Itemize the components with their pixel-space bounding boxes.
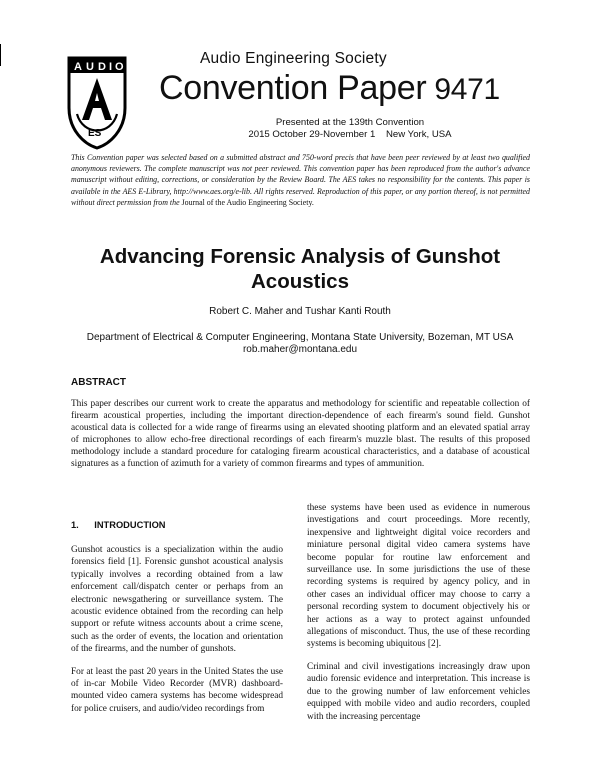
organization-name: Audio Engineering Society [200,50,387,67]
right-column [307,502,530,733]
paper-authors: Robert C. Maher and Tushar Kanti Routh [209,306,391,317]
left-column [71,544,283,725]
logo-letter-u: U [86,61,94,73]
logo-letter-d: D [98,61,106,73]
notice-text: This Convention paper was selected based on a submitted abstract and 750-word precis that have been peer reviewed by at least two qualified anonymous reviewers. The complete manuscript was not peer reviewed. This convention paper has been reproduced from the author's advance manuscript without editing, corrections, or consideration by the Review Board. The AES takes no responsibility for the contents. This paper is available in the AES E-Library, http://www.aes.org/e-lib. All rights reserved. Reproduction of this paper, or any portion thereof, is not permitted without direct permission from the [71,153,530,207]
author-affiliation [60,332,540,356]
review-notice [71,152,530,208]
affiliation-line: Department of Electrical & Computer Engineering, Montana State University, Bozeman, MT USA [86,332,514,343]
section-heading-introduction: 1. INTRODUCTION [71,520,166,530]
abstract-heading: ABSTRACT [71,377,126,388]
logo-letter-i: I [109,61,113,73]
presentation-info [200,117,500,140]
body-paragraph: For at least the past 20 years in the United States the use of in-car Mobile Video Recorder (MVR) dashboard-mounted video camera systems has become widespread for police cruisers, and audio/video recordings from [71,666,283,714]
logo-letter-o: O [115,61,124,73]
paper-title: Advancing Forensic Analysis of Gunshot Acoustics [99,245,501,293]
notice-journal-text: Journal of the Audio Engineering Society. [181,197,314,207]
crop-mark [0,44,1,66]
convention-label: Convention Paper [159,69,427,107]
abstract-body: This paper describes our current work to create the apparatus and methodology for scientific and repeatable collection of firearm acoustical properties, including the important direction-dependence of each firearm's sound field. Gunshot acoustical data is collected for a wide range of firearms using an elevated shooting platform and an elevated spatial array of microphones to allow echo-free directional recordings of each firearm's muzzle blast. The results of this proposed methodology include a standard procedure for cataloging firearm acoustical characteristics, and a database of acoustical signatures as a function of azimuth for a variety of common firearms and types of ammunition. [71,399,530,469]
logo-letters-es: ES [88,128,102,139]
body-paragraph: these systems have been used as evidence in numerous investigations and court proceedings. More recently, inexpensive and lightweight digital voice recorders and miniature personal digital video camera systems have become popular for routine law enforcement and surveillance use. In some jurisdictions the use of these recording systems is required by agency policy, and in other cases an individual officer may choose to carry a personal recording system to document objectively his or her actions as a way to protect against unfounded allegations of misconduct. Thus, the use of these recording systems is becoming ubiquitous [2]. [307,503,530,650]
presented-line: Presented at the 139th Convention [275,117,425,128]
logo-letter-a: A [74,61,82,73]
convention-paper-heading [159,69,539,108]
body-paragraph: Gunshot acoustics is a specialization within the audio forensics field [1]. Forensic gunshot acoustical analysis typically involves a recording obtained from a law enforcement call/dispatch center or perhaps from an electronic newsgathering or surveillance system. The acoustic evidence obtained from the recording can help support or refute witness accounts about a crime scene, such as the order of events, the location and orientation of the firearms, and the number of gunshots. [71,545,283,655]
author-email: rob.maher@montana.edu [242,344,358,355]
date-location-line: 2015 October 29-November 1 New York, USA [248,128,452,140]
aes-logo-icon [66,56,128,150]
paper-number: 9471 [434,73,500,106]
body-paragraph: Criminal and civil investigations increasingly draw upon audio forensic evidence and interpretation. This increase is due to the growing number of law enforcement vehicles equipped with mobile video and audio recorders, coupled with the increasing percentage [307,661,530,722]
